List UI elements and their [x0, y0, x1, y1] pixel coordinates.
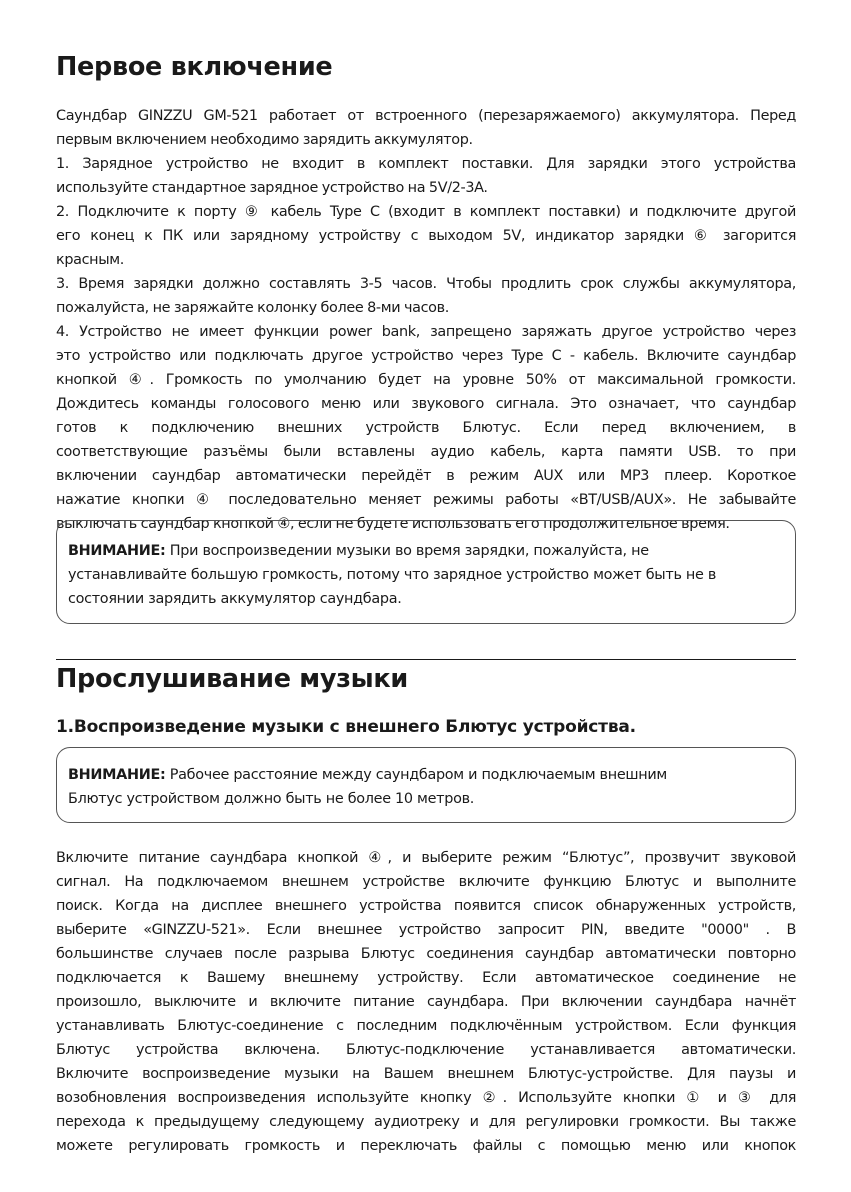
text-line: нажатие кнопки ④ последовательно меняет режимы работы «BT/USB/AUX». Не забывайте — [56, 492, 796, 508]
text-line: 2. Подключите к порту ⑨ кабель Type C (входит в комплект поставки) и подключите другой — [56, 204, 796, 220]
text-line: соответствующие разъёмы были вставлены аудио кабель, карта памяти USB. то при — [56, 444, 796, 460]
warning-label: ВНИМАНИЕ: — [68, 543, 166, 559]
text-line: 1. Зарядное устройство не входит в комплект поставки. Для зарядки этого устройства — [56, 156, 796, 172]
warning-text: состоянии зарядить аккумулятор саундбара. — [68, 591, 402, 607]
section-title-listening-music: Прослушивание музыки — [56, 664, 408, 694]
text-line: пожалуйста, не заряжайте колонку более 8-ми часов. — [56, 300, 449, 316]
warning-note-first-line — [68, 763, 667, 787]
warning-note-distance — [56, 747, 796, 823]
warning-note-charging — [56, 520, 796, 624]
text-line: Включите воспроизведение музыки на Вашем внешнем Блютус-устройстве. Для паузы и — [56, 1066, 796, 1082]
section-divider — [56, 659, 796, 660]
text-line: это устройство или подключать другое устройство через Type C - кабель. Включите саундбар — [56, 348, 796, 364]
text-line: его конец к ПК или зарядному устройству с выходом 5V, индикатор зарядки ⑥ загорится — [56, 228, 796, 244]
text-line: включении саундбар автоматически перейдёт в режим AUX или MP3 плеер. Короткое — [56, 468, 796, 484]
text-line: возобновления воспроизведения используйте кнопку ②. Используйте кнопки ① и ③ для — [56, 1090, 796, 1106]
warning-text: Блютус устройством должно быть не более 10 метров. — [68, 791, 475, 807]
section-title-first-power-on: Первое включение — [56, 52, 333, 82]
text-line: выберите «GINZZU-521». Если внешнее устройство запросит PIN, введите "0000" . В — [56, 922, 796, 938]
text-line: сигнал. На подключаемом внешнем устройстве включите функцию Блютус и выполните — [56, 874, 796, 890]
first-power-on-paragraph — [56, 104, 796, 536]
text-line: 3. Время зарядки должно составлять 3-5 часов. Чтобы продлить срок службы аккумулятора, — [56, 276, 796, 292]
text-line: Саундбар GINZZU GM-521 работает от встроенного (перезаряжаемого) аккумулятора. Перед — [56, 108, 796, 124]
text-line: большинстве случаев после разрыва Блютус соединения саундбар автоматически повторно — [56, 946, 796, 962]
warning-text: устанавливайте большую громкость, потому что зарядное устройство может быть не в — [68, 567, 717, 583]
text-line: используйте стандартное зарядное устройство на 5V/2-3A. — [56, 180, 488, 196]
text-line: кнопкой ④. Громкость по умолчанию будет на уровне 50% от максимальной громкости. — [56, 372, 796, 388]
warning-note-first-line — [68, 539, 649, 563]
text-line: 4. Устройство не имеет функции power bank, запрещено заряжать другое устройство через — [56, 324, 796, 340]
text-line: готов к подключению внешних устройств Блютус. Если перед включением, в — [56, 420, 796, 436]
text-line: выключать саундбар кнопкой ④, если не будете использовать его продолжительное время. — [56, 516, 730, 532]
text-line: поиск. Когда на дисплее внешнего устройства появится список обнаруженных устройств, — [56, 898, 796, 914]
text-line: Блютус устройства включена. Блютус-подключение устанавливается автоматически. — [56, 1042, 796, 1058]
text-line: Дождитесь команды голосового меню или звукового сигнала. Это означает, что саундбар — [56, 396, 796, 412]
text-line: перехода к предыдущему следующему аудиотреку и для регулировки громкости. Вы также — [56, 1114, 796, 1130]
bluetooth-playback-paragraph — [56, 846, 796, 1158]
text-line: устанавливать Блютус-соединение с последним подключённым устройством. Если функция — [56, 1018, 796, 1034]
subsection-title-bluetooth-playback: 1.Воспроизведение музыки с внешнего Блютус устройства. — [56, 717, 636, 737]
warning-label: ВНИМАНИЕ: — [68, 767, 166, 783]
text-line: первым включением необходимо зарядить аккумулятор. — [56, 132, 473, 148]
text-line: Включите питание саундбара кнопкой ④, и выберите режим “Блютус”, прозвучит звуковой — [56, 850, 796, 866]
text-line: подключается к Вашему внешнему устройству. Если автоматическое соединение не — [56, 970, 796, 986]
warning-text: При воспроизведении музыки во время зарядки, пожалуйста, не — [169, 543, 649, 559]
text-line: произошло, выключите и включите питание саундбара. При включении саундбара начнёт — [56, 994, 796, 1010]
text-line: красным. — [56, 252, 124, 268]
text-line: можете регулировать громкость и переключать файлы с помощью меню или кнопок — [56, 1138, 796, 1154]
warning-text: Рабочее расстояние между саундбаром и подключаемым внешним — [169, 767, 667, 783]
